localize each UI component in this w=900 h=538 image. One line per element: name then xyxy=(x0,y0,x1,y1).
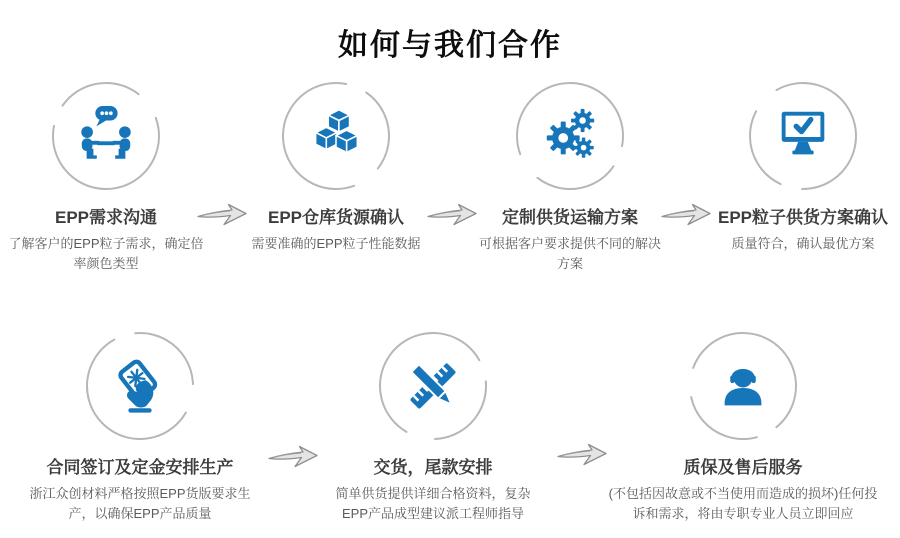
step-title: 交货，尾款安排 xyxy=(373,458,493,477)
step-card-epp-demand xyxy=(0,76,212,274)
circle-arc xyxy=(510,76,630,196)
page-title: 如何与我们合作 xyxy=(338,29,562,62)
step-title: 合同签订及定金安排生产 xyxy=(46,458,234,477)
step-card-custom-transport xyxy=(462,76,678,274)
step-title: EPP粒子供货方案确认 xyxy=(717,208,889,227)
step-circle xyxy=(373,326,493,446)
flow-arrow-icon xyxy=(196,200,248,228)
circle-arc xyxy=(80,326,200,446)
step-circle xyxy=(510,76,630,196)
step-title: 定制供货运输方案 xyxy=(502,208,638,227)
step-description: 简单供货提供详细合格资料，复杂EPP产品成型建议派工程师指导 xyxy=(335,486,531,522)
flow-arrow-icon xyxy=(426,200,478,228)
step-circle xyxy=(276,76,396,196)
circle-arc xyxy=(683,326,803,446)
step-circle xyxy=(46,76,166,196)
circle-arc xyxy=(276,76,396,196)
step-card-delivery-payment xyxy=(301,326,565,524)
flow-arrow-icon xyxy=(660,200,712,228)
step-description: 需要准确的EPP粒子性能数据 xyxy=(251,236,421,251)
step-description: 可根据客户要求提供不同的解决方案 xyxy=(478,236,661,272)
flow-arrow-icon xyxy=(556,440,608,468)
step-description: 了解客户的EPP粒子需求，确定倍率颜色类型 xyxy=(8,236,204,272)
step-card-after-sales xyxy=(602,326,884,524)
step-card-plan-confirm xyxy=(700,76,900,254)
step-title: EPP需求沟通 xyxy=(54,208,158,227)
step-description: (不包括因故意或不当使用而造成的损坏)任何投诉和需求，将由专职专业人员立即回应 xyxy=(608,486,878,522)
step-description: 质量符合，确认最优方案 xyxy=(731,236,875,251)
step-title: EPP仓库货源确认 xyxy=(267,208,405,227)
circle-arc xyxy=(743,76,863,196)
circle-arc xyxy=(46,76,166,196)
step-description: 浙江众创材料严格按照EPP货版要求生产，以确保EPP产品质量 xyxy=(29,486,251,522)
step-card-contract-signing xyxy=(8,326,272,524)
step-circle xyxy=(80,326,200,446)
flow-arrow-icon xyxy=(267,442,319,470)
circle-arc xyxy=(373,326,493,446)
step-circle xyxy=(683,326,803,446)
step-circle xyxy=(743,76,863,196)
step-title: 质保及售后服务 xyxy=(683,458,803,477)
step-card-warehouse-confirm xyxy=(228,76,444,254)
